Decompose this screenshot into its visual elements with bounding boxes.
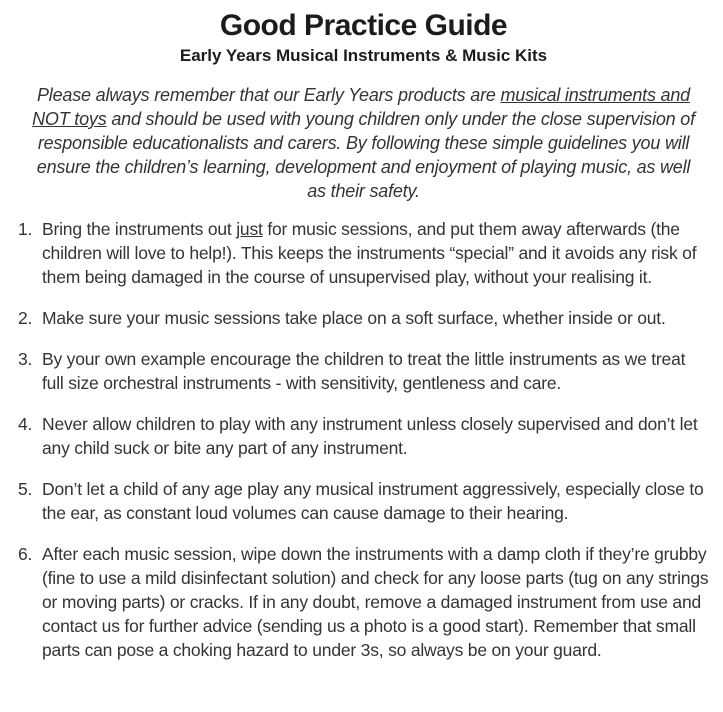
list-item (18, 542, 709, 662)
item-number: 3. (18, 349, 33, 369)
list-item (18, 477, 709, 525)
item1-text-before: Bring the instruments out (42, 219, 237, 239)
item-text (42, 217, 709, 289)
item-text: Don’t let a child of any age play any musical instrument aggressively, especially close to the ear, as constant loud volumes can cause damage to their hearing. (42, 479, 704, 523)
item-number: 6. (18, 544, 33, 564)
item1-text-after: for music sessions, and put them away afterwards (the children will love to help!). This keeps the instruments “special” and it avoids any risk of them being damaged in the course of unsupervised play, without your realising it. (42, 219, 697, 287)
item-text: Never allow children to play with any instrument unless closely supervised and don’t let any child suck or bite any part of any instrument. (42, 414, 698, 458)
item-number: 1. (18, 219, 33, 239)
page-subtitle: Early Years Musical Instruments & Music Kits (179, 46, 548, 65)
item-text: After each music session, wipe down the instruments with a damp cloth if they’re grubby (fine to use a mild disinfectant solution) and check for any loose parts (tug on any strings or moving parts) or cracks. If in any doubt, remove a damaged instrument from use and contact us for further advice (sending us a photo is a good start). Remember that small parts can pose a choking hazard to under 3s, so always be on your guard. (42, 544, 709, 660)
item1-underlined-word: just (236, 219, 263, 239)
guideline-list (18, 217, 709, 662)
item-text: By your own example encourage the children to treat the little instruments as we treat full size orchestral instruments - with sensitivity, gentleness and care. (42, 349, 686, 393)
list-item (18, 306, 709, 330)
item-text: Make sure your music sessions take place on a soft surface, whether inside or out. (42, 308, 666, 328)
intro-text-before: Please always remember that our Early Years products are (37, 85, 501, 105)
list-item (18, 347, 709, 395)
list-item (18, 217, 709, 289)
list-item (18, 412, 709, 460)
intro-paragraph (26, 83, 701, 203)
intro-text-after: and should be used with young children only under the close supervision of responsible educationalists and carers. By following these simple guidelines you will ensure the children’s learning, development and enjoyment of playing music, as well as their safety. (36, 109, 695, 201)
intro-underlined-phrase: musical instruments and NOT toys (32, 85, 690, 129)
item-number: 5. (18, 479, 33, 499)
item-number: 4. (18, 414, 33, 434)
item-number: 2. (18, 308, 33, 328)
page-title: Good Practice Guide (219, 9, 508, 42)
